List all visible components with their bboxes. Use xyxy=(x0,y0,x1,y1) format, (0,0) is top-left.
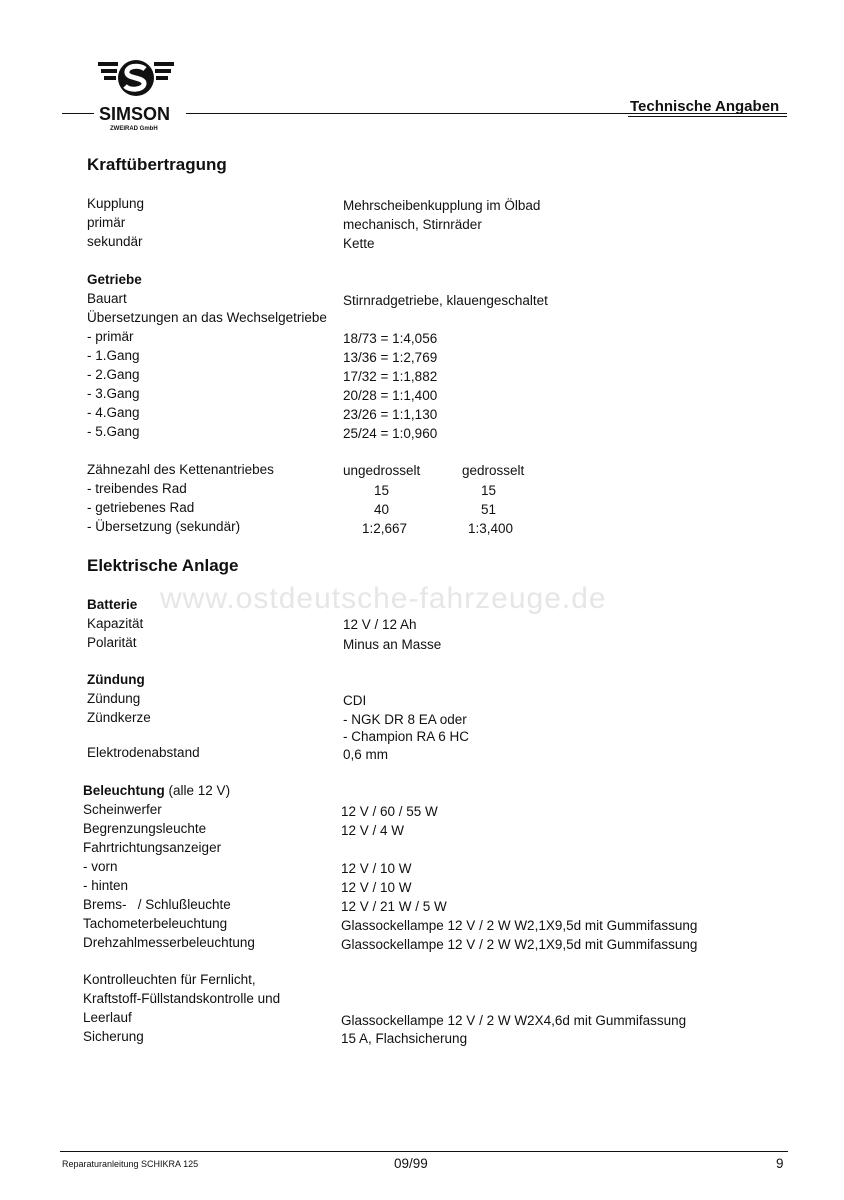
row-label: - treibendes Rad xyxy=(87,481,187,496)
row-label: Scheinwerfer xyxy=(83,802,162,817)
row-label: Kapazität xyxy=(87,616,144,631)
cell-value: 1:2,667 xyxy=(362,521,408,536)
row-label: Zähnezahl des Kettenantriebes xyxy=(87,462,274,477)
row-value: 17/32 = 1:1,882 xyxy=(343,369,438,384)
row-label: Begrenzungsleuchte xyxy=(83,821,207,836)
row-label: - 5.Gang xyxy=(87,424,140,439)
subsection-heading-zuendung: Zündung xyxy=(87,672,145,687)
cell-value: 15 xyxy=(374,483,390,498)
row-label: - Übersetzung (sekundär) xyxy=(87,519,241,534)
row-label: Elektrodenabstand xyxy=(87,745,200,760)
cell-value: 15 xyxy=(481,483,497,498)
row-label: Zündung xyxy=(87,691,141,706)
cell-value: 1:3,400 xyxy=(468,521,514,536)
row-label: Zündkerze xyxy=(87,710,151,725)
row-label: - getriebenes Rad xyxy=(87,500,195,515)
row-label: Drehzahlmesserbeleuchtung xyxy=(83,935,255,950)
row-label: Kraftstoff-Füllstandskontrolle und xyxy=(83,991,281,1006)
row-value: 13/36 = 1:2,769 xyxy=(343,350,438,365)
beleuchtung-title: Beleuchtung xyxy=(83,783,165,798)
section-title: Technische Angaben xyxy=(630,98,780,115)
row-value: 12 V / 10 W xyxy=(341,861,412,876)
section-heading-elektrische-anlage: Elektrische Anlage xyxy=(87,556,239,575)
row-value: 12 V / 10 W xyxy=(341,880,412,895)
row-label: - 4.Gang xyxy=(87,405,140,420)
row-label: Kupplung xyxy=(87,196,145,211)
row-label: Bauart xyxy=(87,291,127,306)
row-value: Glassockellampe 12 V / 2 W W2,1X9,5d mit Gummifassung xyxy=(341,937,698,952)
row-label: Fahrtrichtungsanzeiger xyxy=(83,840,222,855)
row-value: - NGK DR 8 EA oder xyxy=(343,712,467,727)
row-value: 12 V / 4 W xyxy=(341,823,405,838)
row-value: 23/26 = 1:1,130 xyxy=(343,407,438,422)
row-label: sekundär xyxy=(87,234,143,249)
row-label: - vorn xyxy=(83,859,118,874)
brand-name: SIMSON xyxy=(99,104,171,124)
footer-rule xyxy=(60,1151,788,1152)
row-value: 15 A, Flachsicherung xyxy=(341,1031,468,1046)
row-value: 20/28 = 1:1,400 xyxy=(343,388,438,403)
row-label: - 3.Gang xyxy=(87,386,140,401)
row-value: 25/24 = 1:0,960 xyxy=(343,426,438,441)
row-label: Sicherung xyxy=(83,1029,144,1044)
subsection-heading-getriebe: Getriebe xyxy=(87,272,142,287)
cell-value: 51 xyxy=(481,502,497,517)
row-label: Polarität xyxy=(87,635,137,650)
row-label: Kontrolleuchten für Fernlicht, xyxy=(83,972,256,987)
subsection-heading-batterie: Batterie xyxy=(87,597,138,612)
row-label: Tachometerbeleuchtung xyxy=(83,916,228,931)
row-value: Kette xyxy=(343,236,375,251)
footer-title: Reparaturanleitung SCHIKRA 125 xyxy=(62,1159,199,1169)
footer-date: 09/99 xyxy=(394,1156,428,1171)
row-value: 12 V / 12 Ah xyxy=(343,617,417,632)
subsection-heading-beleuchtung xyxy=(83,783,230,798)
row-value: Stirnradgetriebe, klauengeschaltet xyxy=(343,293,548,308)
row-value: Minus an Masse xyxy=(343,637,442,652)
simson-logo xyxy=(92,56,180,106)
column-header: gedrosselt xyxy=(462,463,525,478)
watermark: www.ostdeutsche-fahrzeuge.de xyxy=(160,582,607,615)
row-value: Glassockellampe 12 V / 2 W W2X4,6d mit Gummifassung xyxy=(341,1013,687,1028)
row-label: - primär xyxy=(87,329,134,344)
row-value: Glassockellampe 12 V / 2 W W2,1X9,5d mit Gummifassung xyxy=(341,918,698,933)
row-value: - Champion RA 6 HC xyxy=(343,729,470,744)
row-value: 0,6 mm xyxy=(343,747,389,762)
row-value: Mehrscheibenkupplung im Ölbad xyxy=(343,198,541,213)
row-label: primär xyxy=(87,215,126,230)
cell-value: 40 xyxy=(374,502,390,517)
page-number: 9 xyxy=(776,1156,784,1171)
row-value: CDI xyxy=(343,693,367,708)
beleuchtung-title-suffix: (alle 12 V) xyxy=(168,783,231,798)
row-label: - 2.Gang xyxy=(87,367,140,382)
row-label: Brems- / Schlußleuchte xyxy=(83,897,231,912)
row-value: 18/73 = 1:4,056 xyxy=(343,331,438,346)
row-label: Übersetzungen an das Wechselgetriebe xyxy=(87,310,327,325)
row-label: - 1.Gang xyxy=(87,348,140,363)
section-heading-kraftuebertragung: Kraftübertragung xyxy=(87,155,227,174)
row-value: mechanisch, Stirnräder xyxy=(343,217,482,232)
row-label: - hinten xyxy=(83,878,129,893)
row-label: Leerlauf xyxy=(83,1010,132,1025)
brand-subtitle: ZWEIRAD GmbH xyxy=(110,126,158,132)
row-value: 12 V / 21 W / 5 W xyxy=(341,899,447,914)
column-header: ungedrosselt xyxy=(343,463,421,478)
row-value: 12 V / 60 / 55 W xyxy=(341,804,438,819)
